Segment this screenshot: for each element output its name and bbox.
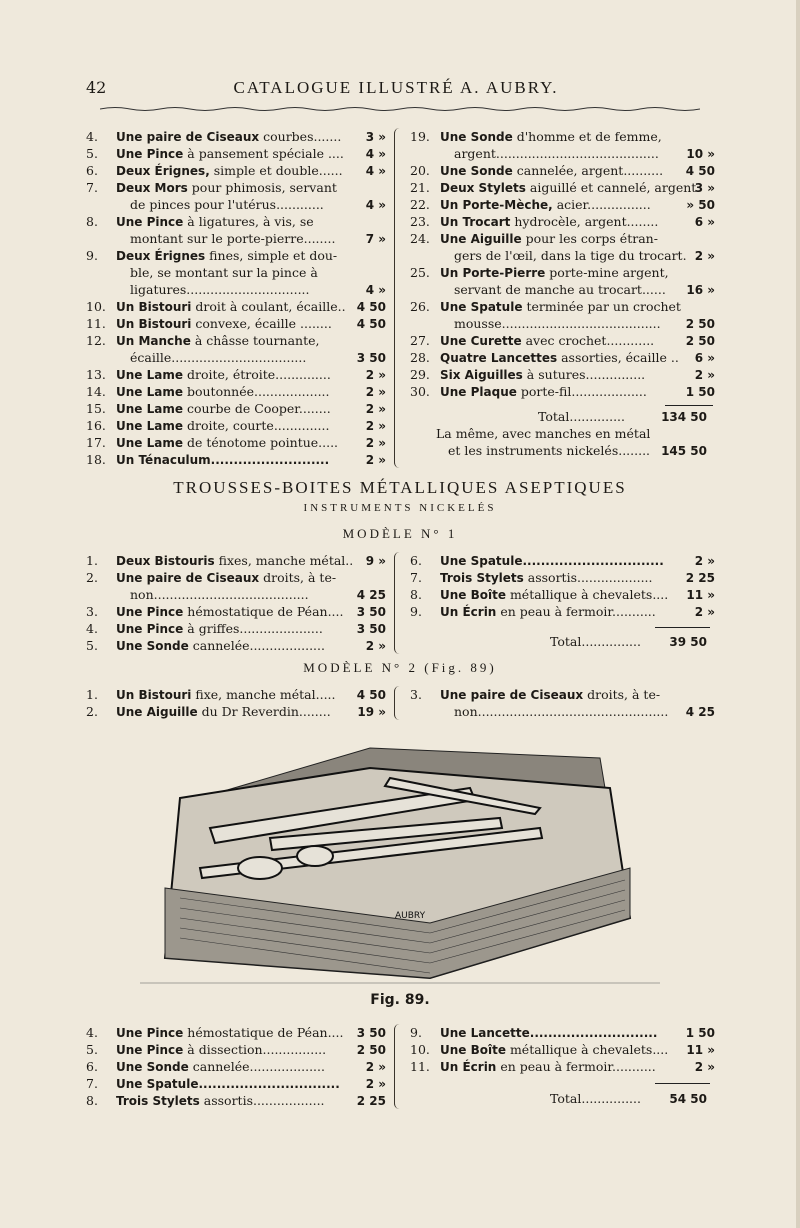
list-item [86,1092,386,1110]
item-text: Une Pince à griffes..................... [116,621,323,636]
item-price: 2 » [365,436,386,450]
item-price: 4 25 [356,588,386,602]
item-number: 8. [86,214,98,229]
item-text: Une Spatule............................... [116,1077,340,1091]
item-price: 2 » [365,639,386,653]
list-item [86,383,386,401]
list-item [410,179,715,197]
item-text: Une Spatule terminée par un crochet [440,299,681,314]
alt-line-2 [410,442,715,460]
item-text: Une Boîte métallique à chevalets.... [440,1042,669,1057]
item-number: 10. [86,299,106,314]
column-brace [394,686,405,720]
case-label: AUBRY [395,911,426,921]
list-item-continuation [410,315,715,333]
item-price: 2 » [694,605,715,619]
item-text: Un Porte-Mèche, acier................ [440,197,651,212]
section-title: TROUSSES-BOITES MÉTALLIQUES ASEPTIQUES [173,478,627,497]
item-number: 26. [410,299,430,314]
item-number: 16. [86,418,106,433]
item-price: 3 50 [356,1026,386,1040]
page-title: CATALOGUE ILLUSTRÉ A. AUBRY. [233,78,559,97]
item-price: » 50 [686,198,715,212]
item-number: 2. [86,570,98,585]
item-number: 21. [410,180,430,195]
decorative-rule [100,106,700,112]
item-text: Une Lame de ténotome pointue..... [116,435,339,450]
item-text: écaille.................................. [130,350,307,365]
item-number: 28. [410,350,430,365]
item-text: Une Sonde cannelée................... [116,638,325,653]
item-number: 7. [86,1076,98,1091]
item-number: 5. [86,638,98,653]
item-price: 1 50 [685,1026,715,1040]
item-number: 4. [86,621,98,636]
item-number: 22. [410,197,430,212]
item-text: Une paire de Ciseaux droits, à te- [440,687,661,702]
item-number: 13. [86,367,106,382]
item-text: Un Trocart hydrocèle, argent........ [440,214,659,229]
item-price: 3 » [694,181,715,195]
item-price: 2 » [365,1077,386,1091]
list-item [86,1075,386,1093]
item-text: Deux Érignes fines, simple et dou- [116,248,338,263]
item-text: Un Ténaculum.......................... [116,453,330,467]
list-item [86,145,386,163]
item-text: Une Lame courbe de Cooper........ [116,401,331,416]
item-price: 6 » [694,215,715,229]
item-number: 5. [86,1042,98,1057]
item-text: Une Pince hémostatique de Péan.... [116,1025,344,1040]
list-item-continuation [410,247,715,265]
list-item [86,434,386,452]
item-text: Une Lame boutonnée................... [116,384,330,399]
list-item [410,1024,715,1042]
list-item [410,686,715,704]
item-number: 11. [410,1059,430,1074]
item-text: Une Plaque porte-fil................... [440,384,647,399]
model-2-total-row [410,1090,715,1108]
list-item [410,332,715,350]
item-text: Un Bistouri convexe, écaille ........ [116,316,332,331]
item-price: 2 » [694,554,715,568]
item-price: 4 50 [685,164,715,178]
item-price: 2 » [365,402,386,416]
item-text: Une paire de Ciseaux droits, à te- [116,570,337,585]
item-text: Une Lame droite, courte.............. [116,418,330,433]
alt-line-1-text: La même, avec manches en métal [436,426,651,441]
total-price: 134 50 [661,410,707,424]
list-item [86,603,386,621]
item-text: Une Boîte métallique à chevalets.... [440,587,669,602]
item-text: Une Sonde cannelée, argent.......... [440,163,664,178]
item-price: 2 » [365,385,386,399]
item-price: 3 50 [356,622,386,636]
item-text: Une paire de Ciseaux courbes....... [116,129,342,144]
item-number: 11. [86,316,106,331]
list-item [86,332,386,350]
item-number: 8. [86,1093,98,1108]
item-text: Trois Stylets assortis................... [440,570,653,585]
list-item [86,1041,386,1059]
item-price: 2 » [365,419,386,433]
item-number: 1. [86,553,98,568]
item-price: 2 50 [356,1043,386,1057]
model-2-total-label: Total............... [550,1091,641,1106]
item-text: argent......................................... [454,146,659,161]
list-item [410,230,715,248]
list-item [86,315,386,333]
item-price: 4 » [365,164,386,178]
item-text: Six Aiguilles à sutures............... [440,367,646,382]
item-number: 15. [86,401,106,416]
list-item [410,586,715,604]
item-text: Deux Érignes, simple et double...... [116,163,343,178]
column-brace [394,128,405,468]
item-text: Une Spatule............................... [440,554,664,568]
list-item-continuation [86,264,386,282]
item-number: 1. [86,687,98,702]
item-price: 3 » [365,130,386,144]
item-number: 25. [410,265,430,280]
item-price: 3 50 [356,605,386,619]
total-rule [665,405,713,406]
list-item [410,298,715,316]
section-subtitle: INSTRUMENTS NICKELÉS [303,502,497,514]
item-price: 2 50 [685,317,715,331]
list-item-continuation [86,281,386,299]
list-item [86,1024,386,1042]
list-item [86,128,386,146]
item-text: servant de manche au trocart...... [454,282,666,297]
list-item [410,349,715,367]
item-text: mousse........................................ [454,316,661,331]
item-number: 12. [86,333,106,348]
item-number: 23. [410,214,430,229]
item-number: 3. [410,687,422,702]
list-item [86,400,386,418]
item-price: 1 50 [685,385,715,399]
list-item [86,298,386,316]
item-text: Une Pince à ligatures, à vis, se [116,214,314,229]
item-number: 8. [410,587,422,602]
item-text: Une Pince à dissection................ [116,1042,327,1057]
model-1-total-row [410,633,715,651]
item-number: 18. [86,452,106,467]
item-price: 2 » [365,368,386,382]
item-number: 4. [86,1025,98,1040]
item-price: 2 » [694,249,715,263]
item-number: 30. [410,384,430,399]
list-item [86,637,386,655]
item-price: 2 50 [685,334,715,348]
list-item [86,162,386,180]
list-item [86,1058,386,1076]
list-item [86,366,386,384]
item-text: de pinces pour l'utérus............ [130,197,324,212]
list-item-continuation [86,349,386,367]
list-item-continuation [86,230,386,248]
total-row [410,408,715,426]
list-item [410,383,715,401]
item-text: non....................................... [130,587,309,602]
list-item [410,213,715,231]
item-price: 2 » [694,368,715,382]
model-2-total-price: 54 50 [669,1092,707,1106]
item-text: Un Écrin en peau à fermoir........... [440,1059,656,1074]
item-text: Une Lame droite, étroite.............. [116,367,331,382]
list-item [410,196,715,214]
item-number: 3. [86,604,98,619]
alt-price: 145 50 [661,444,707,458]
instrument-case-illustration [140,728,660,988]
list-item-continuation [410,281,715,299]
item-text: ble, se montant sur la pince à [130,265,318,280]
item-text: Une Aiguille du Dr Reverdin........ [116,704,331,719]
page-edge [796,0,800,1228]
list-item [410,569,715,587]
list-item [86,620,386,638]
list-item [86,451,386,469]
item-price: 9 » [365,554,386,568]
item-price: 2 » [694,1060,715,1074]
list-item [410,1041,715,1059]
item-number: 7. [410,570,422,585]
item-number: 10. [410,1042,430,1057]
list-item [86,569,386,587]
list-item [86,703,386,721]
item-number: 9. [410,1025,422,1040]
alt-line-2-text: et les instruments nickelés........ [448,443,651,458]
item-price: 11 » [686,1043,715,1057]
item-price: 4 50 [356,300,386,314]
item-price: 4 50 [356,317,386,331]
item-number: 6. [86,1059,98,1074]
item-number: 6. [410,553,422,568]
model-1-total-price: 39 50 [669,635,707,649]
item-price: 11 » [686,588,715,602]
item-text: Trois Stylets assortis.................. [116,1093,325,1108]
list-item [410,552,715,570]
list-item-continuation [86,196,386,214]
item-number: 9. [410,604,422,619]
item-number: 9. [86,248,98,263]
item-price: 2 25 [685,571,715,585]
item-price: 4 25 [685,705,715,719]
item-number: 2. [86,704,98,719]
item-number: 14. [86,384,106,399]
list-item [410,264,715,282]
list-item [86,247,386,265]
alt-line-1 [410,425,715,443]
item-price: 10 » [686,147,715,161]
item-price: 19 » [357,705,386,719]
item-text: Une Lancette............................ [440,1026,658,1040]
item-text: Une Sonde d'homme et de femme, [440,129,662,144]
item-price: 7 » [365,232,386,246]
item-price: 16 » [686,283,715,297]
page-header [86,78,706,100]
list-item [410,366,715,384]
item-number: 6. [86,163,98,178]
item-text: Une Sonde cannelée................... [116,1059,325,1074]
column-brace [394,552,405,654]
item-price: 2 » [365,1060,386,1074]
item-number: 7. [86,180,98,195]
total-label: Total.............. [538,409,625,424]
item-price: 4 » [365,198,386,212]
item-text: Un Bistouri fixe, manche métal..... [116,687,336,702]
list-item-continuation [410,703,715,721]
item-text: non................................................ [454,704,669,719]
item-number: 5. [86,146,98,161]
item-price: 2 » [365,453,386,467]
list-item-continuation [86,586,386,604]
list-item [410,603,715,621]
list-item [86,179,386,197]
item-number: 19. [410,129,430,144]
item-text: Une Curette avec crochet............ [440,333,655,348]
item-text: Un Bistouri droit à coulant, écaille.. [116,299,346,314]
item-text: Deux Stylets aiguillé et cannelé, argent. [440,180,701,195]
list-item [410,162,715,180]
model-1-total-rule [655,627,710,628]
list-item [86,213,386,231]
item-text: Un Manche à châsse tournante, [116,333,320,348]
item-text: Un Porte-Pierre porte-mine argent, [440,265,669,280]
item-price: 3 50 [356,351,386,365]
item-text: Un Écrin en peau à fermoir........... [440,604,656,619]
list-item [86,686,386,704]
item-price: 4 » [365,147,386,161]
item-number: 20. [410,163,430,178]
item-number: 17. [86,435,106,450]
page-number: 42 [86,78,107,97]
item-price: 4 » [365,283,386,297]
item-text: Deux Mors pour phimosis, servant [116,180,337,195]
item-text: Une Pince hémostatique de Péan.... [116,604,344,619]
item-text: gers de l'œil, dans la tige du trocart. [454,248,687,263]
model-2-heading: MODÈLE N° 2 (Fig. 89) [303,660,497,675]
item-text: Une Aiguille pour les corps étran- [440,231,658,246]
item-text: Une Pince à pansement spéciale .... [116,146,344,161]
item-number: 29. [410,367,430,382]
item-price: 4 50 [356,688,386,702]
item-text: Quatre Lancettes assorties, écaille .. [440,350,679,365]
list-item [410,1058,715,1076]
model-1-total-label: Total............... [550,634,641,649]
item-number: 24. [410,231,430,246]
list-item [410,128,715,146]
model-1-heading: MODÈLE N° 1 [342,526,458,541]
item-text: montant sur le porte-pierre........ [130,231,336,246]
item-text: Deux Bistouris fixes, manche métal.. [116,553,354,568]
item-number: 4. [86,129,98,144]
list-item [86,417,386,435]
item-number: 27. [410,333,430,348]
item-price: 2 25 [356,1094,386,1108]
item-price: 6 » [694,351,715,365]
column-brace [394,1024,405,1109]
figure-caption: Fig. 89. [370,992,430,1008]
list-item-continuation [410,145,715,163]
item-text: ligatures............................... [130,282,310,297]
model-2-total-rule [655,1083,710,1084]
list-item [86,552,386,570]
